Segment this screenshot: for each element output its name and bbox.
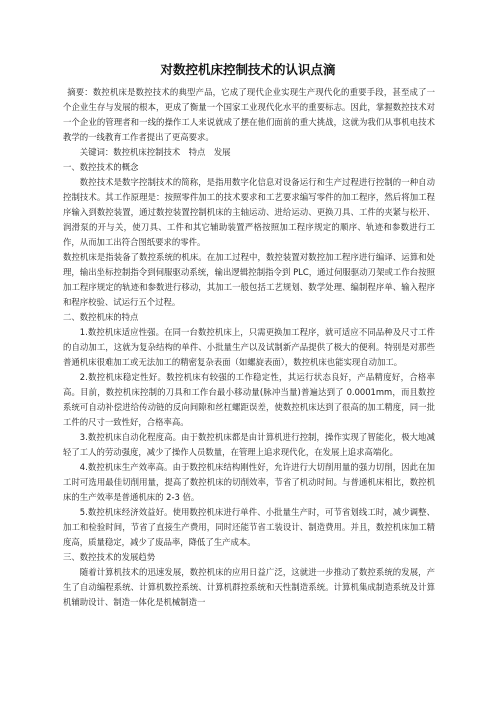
paragraph: 4.数控机床生产效率高。由于数控机床结构刚性好，允许进行大切削用量的强力切削，因此在加工时可选用最佳切削用量，提高了数控机床的切削效率，节省了机动时间。与普通机床相比，数控机床的生产效率是普通机床的 2-3 倍。 [63,462,435,502]
page-title: 对数控机床控制技术的认识点滴 [160,62,336,77]
paragraph: 数控机床是指装备了数控系统的机床。在加工过程中，数控装置对数控加工程序进行编译、运算和处理，输出坐标控制指令到伺服驱动系统，输出逻辑控制指令到 PLC，通过伺服驱动刀架或工作台按照加工程序规定的轨迹和参数进行移动，其加工一般包括工艺规划、数学处理、编制程序单、输入程序和程序校验、试运行五个过程。 [63,252,435,307]
paragraph: 数控技术是数字控制技术的简称，是指用数字化信息对设备运行和生产过程进行控制的一种自动控制技术。其工作原理是：按照零件加工的技术要求和工艺要求编写零件的加工程序，然后将加工程序输入到数控装置，通过数控装置控制机床的主轴运动、进给运动、更换刀具、工件的夹紧与松开、润滑泵的开与关，使刀具、工件和其它辅助装置严格按照加工程序规定的顺序、轨迹和参数进行工作，从而加工出符合图纸要求的零件。 [63,177,435,247]
section-heading-1: 一、数控技术的概念 [63,162,139,172]
keywords-line: 关键词：数控机床控制技术 特点 发展 [79,147,231,157]
section-heading-2: 二、数控机床的特点 [63,312,139,322]
document-body [63,85,435,610]
paragraph: 5.数控机床经济效益好。使用数控机床进行单件、小批量生产时，可节省划线工时，减少调整、加工和检验时间，节省了直接生产费用，同时还能节省工装设计、制造费用。并且，数控机床加工精度高，质量稳定，减少了废品率，降低了生产成本。 [63,507,435,547]
abstract-paragraph: 摘要：数控机床是数控技术的典型产品，它成了现代企业实现生产现代化的重要手段，甚至成了一个企业生存与发展的根本，更成了衡量一个国家工业现代化水平的重要标志。因此，掌握数控技术对一个企业的管理者和一线的操作工人来说就成了摆在他们面前的重大挑战，这就为我们从事机电技术教学的一线教育工作者提出了更高要求。 [63,87,435,142]
paragraph: 随着计算机技术的迅速发展，数控机床的应用日益广泛，这就进一步推动了数控系统的发展，产生了自动编程系统、计算机数控系统、计算机群控系统和天性制造系统。计算机集成制造系统及计算机辅助设计、制造一体化是机械制造一 [63,567,435,607]
section-heading-3: 三、数控技术的发展趋势 [63,552,156,562]
paragraph: 1.数控机床适应性强。在同一台数控机床上，只需更换加工程序，就可适应不同品种及尺寸工件的自动加工，这就为复杂结构的单件、小批量生产以及试制新产品提供了极大的便利。特别是对那些普通机床很难加工或无法加工的精密复杂表面（如螺旋表面），数控机床也能实现自动加工。 [63,327,435,367]
paragraph: 2.数控机床稳定性好。数控机床有较强的工作稳定性，其运行状态良好，产品精度好，合格率高。目前，数控机床控制的刀具和工作台最小移动量(脉冲当量)普遍达到了 0.0001mm，而且数控系统可自动补偿进给传动链的反向间隙和丝杠螺距误差，使数控机床达到了很高的加工精度，同一批工件的尺寸一致性好，合格率高。 [63,372,435,427]
paragraph: 3.数控机床自动化程度高。由于数控机床都是由计算机进行控制，操作实现了智能化，极大地减轻了工人的劳动强度，减少了操作人员数量，在管理上追求现代化，在发展上追求高端化。 [63,432,435,457]
